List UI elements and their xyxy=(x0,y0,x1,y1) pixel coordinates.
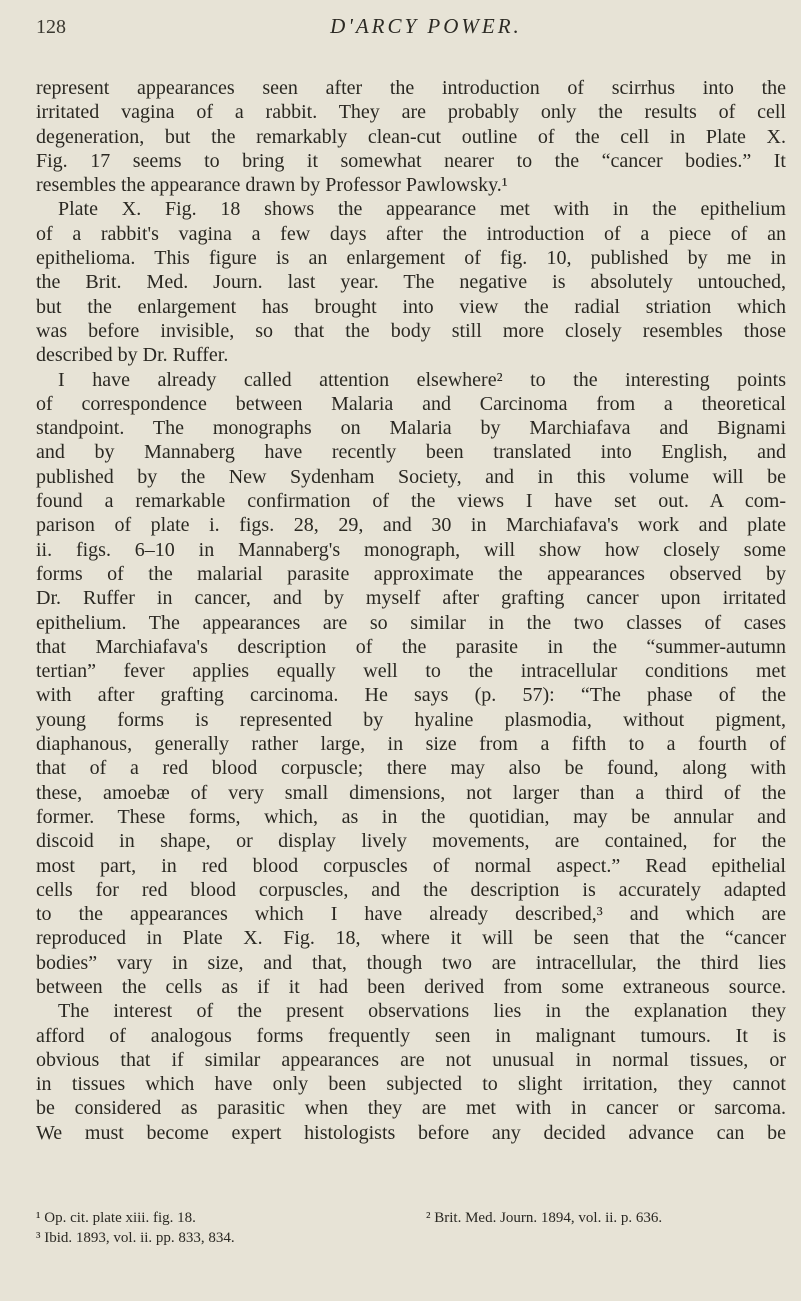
footnote-2: ² Brit. Med. Journ. 1894, vol. ii. p. 636. xyxy=(426,1210,663,1226)
text-line: Dr. Ruffer in cancer, and by myself after grafting cancer upon irritated xyxy=(36,587,786,610)
text-line: published by the New Sydenham Society, and in this volume will be xyxy=(36,465,786,488)
text-line: of a rabbit's vagina a few days after the introduction of a piece of an xyxy=(36,222,786,245)
page-number: 128 xyxy=(36,16,66,38)
text-line: that of a red blood corpuscle; there may also be found, along with xyxy=(36,757,786,780)
text-line: and by Mannaberg have recently been translated into English, and xyxy=(36,441,786,464)
text-line: the Brit. Med. Journ. last year. The negative is absolutely untouched, xyxy=(36,271,786,294)
text-line: The interest of the present observations lies in the explanation they xyxy=(58,1000,786,1023)
text-line: irritated vagina of a rabbit. They are probably only the results of cell xyxy=(36,101,786,124)
text-line: young forms is represented by hyaline plasmodia, without pigment, xyxy=(36,708,786,731)
text-line: Fig. 17 seems to bring it somewhat nearer to the “cancer bodies.” It xyxy=(36,149,786,172)
text-line: We must become expert histologists before any decided advance can be xyxy=(36,1121,786,1144)
text-line: of correspondence between Malaria and Carcinoma from a theoretical xyxy=(36,392,786,415)
text-line: in tissues which have only been subjected to slight irritation, they cannot xyxy=(36,1073,786,1096)
text-line: was before invisible, so that the body still more closely resembles those xyxy=(36,319,786,342)
text-line: that Marchiafava's description of the parasite in the “summer-autumn xyxy=(36,635,786,658)
text-line: epithelioma. This figure is an enlargement of fig. 10, published by me in xyxy=(36,247,786,270)
footnote-1: ¹ Op. cit. plate xiii. fig. 18. xyxy=(36,1210,196,1226)
text-line: cells for red blood corpuscles, and the description is accurately adapted xyxy=(36,878,786,901)
text-line: epithelium. The appearances are so similar in the two classes of cases xyxy=(36,611,786,634)
text-line: between the cells as if it had been derived from some extraneous source. xyxy=(36,975,786,998)
text-line: discoid in shape, or display lively movements, are contained, for the xyxy=(36,830,786,853)
footnote-row xyxy=(36,1208,786,1228)
text-line: Plate X. Fig. 18 shows the appearance met with in the epithelium xyxy=(58,198,786,221)
text-line: obvious that if similar appearances are not unusual in normal tissues, or xyxy=(36,1048,786,1071)
text-line: forms of the malarial parasite approximate the appearances observed by xyxy=(36,562,786,585)
text-line: bodies” vary in size, and that, though two are intracellular, the third lies xyxy=(36,951,786,974)
text-line: most part, in red blood corpuscles of normal aspect.” Read epithelial xyxy=(36,854,786,877)
text-line: resembles the appearance drawn by Professor Pawlowsky.¹ xyxy=(36,174,508,197)
text-line: but the enlargement has brought into view the radial striation which xyxy=(36,295,786,318)
footnote-row xyxy=(36,1228,786,1248)
text-line: be considered as parasitic when they are met with in cancer or sarcoma. xyxy=(36,1097,786,1120)
running-head xyxy=(36,10,786,40)
text-line: parison of plate i. figs. 28, 29, and 30 in Marchiafava's work and plate xyxy=(36,514,786,537)
text-line: with after grafting carcinoma. He says (p. 57): “The phase of the xyxy=(36,684,786,707)
footnote-3: ³ Ibid. 1893, vol. ii. pp. 833, 834. xyxy=(36,1230,235,1246)
text-line: diaphanous, generally rather large, in size from a fifth to a fourth of xyxy=(36,733,786,756)
text-line: to the appearances which I have already described,³ and which are xyxy=(36,903,786,926)
text-line: represent appearances seen after the introduction of scirrhus into the xyxy=(36,77,786,99)
text-line: these, amoebæ of very small dimensions, not larger than a third of the xyxy=(36,781,786,804)
body-text xyxy=(36,76,786,1145)
text-line: ii. figs. 6–10 in Mannaberg's monograph, will show how closely some xyxy=(36,538,786,561)
running-title: D'ARCY POWER. xyxy=(330,14,522,38)
text-line: described by Dr. Ruffer. xyxy=(36,344,229,367)
text-line: tertian” fever applies equally well to the intracellular conditions met xyxy=(36,660,786,683)
text-line: I have already called attention elsewhere² to the interesting points xyxy=(58,368,786,391)
text-line: former. These forms, which, as in the quotidian, may be annular and xyxy=(36,805,786,828)
text-line: degeneration, but the remarkably clean-cut outline of the cell in Plate X. xyxy=(36,125,786,148)
footnotes xyxy=(36,1208,786,1248)
text-line: standpoint. The monographs on Malaria by Marchiafava and Bignami xyxy=(36,417,786,440)
text-line: found a remarkable confirmation of the views I have set out. A com- xyxy=(36,490,786,513)
text-line: reproduced in Plate X. Fig. 18, where it will be seen that the “cancer xyxy=(36,927,786,950)
text-line: afford of analogous forms frequently seen in malignant tumours. It is xyxy=(36,1024,786,1047)
